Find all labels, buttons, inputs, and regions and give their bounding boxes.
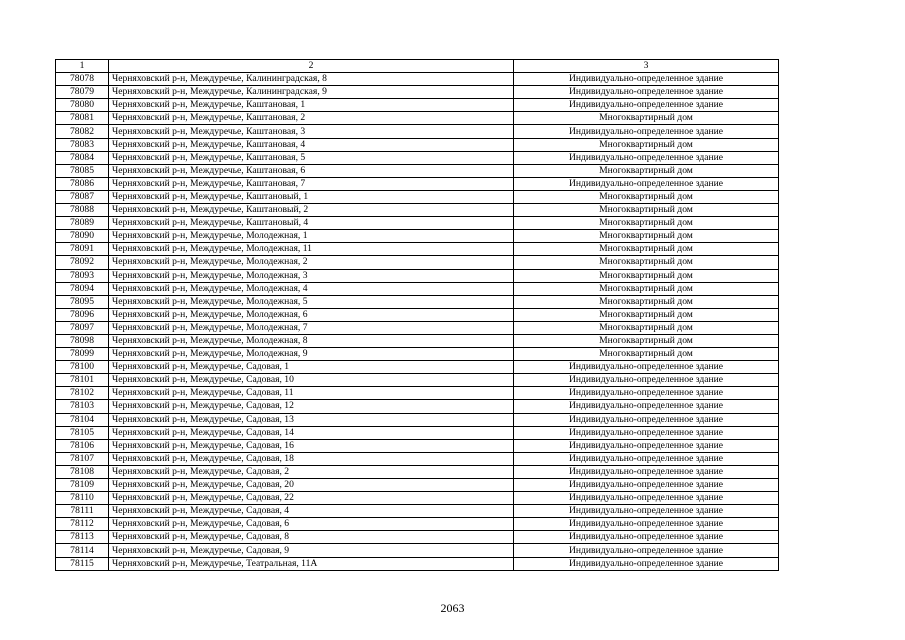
row-address: Черняховский р-н, Междуречье, Молодежная, 8 (109, 334, 514, 347)
row-address: Черняховский р-н, Междуречье, Садовая, 14 (109, 426, 514, 439)
table-row (56, 505, 779, 518)
row-number: 78115 (56, 557, 109, 570)
column-header-address: 2 (109, 60, 514, 73)
row-address: Черняховский р-н, Междуречье, Молодежная, 4 (109, 282, 514, 295)
table-row (56, 217, 779, 230)
row-number: 78105 (56, 426, 109, 439)
row-number: 78100 (56, 361, 109, 374)
row-object-type: Индивидуально-определенное здание (514, 505, 779, 518)
row-number: 78085 (56, 164, 109, 177)
row-address: Черняховский р-н, Междуречье, Молодежная, 9 (109, 348, 514, 361)
row-number: 78081 (56, 112, 109, 125)
table-row (56, 439, 779, 452)
row-number: 78089 (56, 217, 109, 230)
row-number: 78091 (56, 243, 109, 256)
row-number: 78084 (56, 151, 109, 164)
row-address: Черняховский р-н, Междуречье, Каштановая, 5 (109, 151, 514, 164)
row-number: 78088 (56, 204, 109, 217)
row-object-type: Индивидуально-определенное здание (514, 544, 779, 557)
table-row (56, 164, 779, 177)
row-number: 78110 (56, 492, 109, 505)
row-object-type: Многоквартирный дом (514, 334, 779, 347)
row-object-type: Многоквартирный дом (514, 269, 779, 282)
row-object-type: Многоквартирный дом (514, 282, 779, 295)
row-object-type: Индивидуально-определенное здание (514, 465, 779, 478)
table-row (56, 99, 779, 112)
row-number: 78098 (56, 334, 109, 347)
row-object-type: Индивидуально-определенное здание (514, 426, 779, 439)
table-row (56, 190, 779, 203)
row-object-type: Индивидуально-определенное здание (514, 413, 779, 426)
row-address: Черняховский р-н, Междуречье, Каштановая, 3 (109, 125, 514, 138)
row-object-type: Индивидуально-определенное здание (514, 439, 779, 452)
table-row (56, 452, 779, 465)
row-address: Черняховский р-н, Междуречье, Садовая, 4 (109, 505, 514, 518)
row-object-type: Многоквартирный дом (514, 112, 779, 125)
row-number: 78096 (56, 308, 109, 321)
row-address: Черняховский р-н, Междуречье, Садовая, 2 (109, 465, 514, 478)
table-row (56, 400, 779, 413)
row-number: 78111 (56, 505, 109, 518)
row-address: Черняховский р-н, Междуречье, Молодежная, 6 (109, 308, 514, 321)
row-address: Черняховский р-н, Междуречье, Садовая, 8 (109, 531, 514, 544)
row-address: Черняховский р-н, Междуречье, Каштановая, 2 (109, 112, 514, 125)
row-address: Черняховский р-н, Междуречье, Каштановая, 4 (109, 138, 514, 151)
row-address: Черняховский р-н, Междуречье, Садовая, 16 (109, 439, 514, 452)
table-row (56, 334, 779, 347)
page-number: 2063 (440, 601, 465, 615)
row-address: Черняховский р-н, Междуречье, Каштановый, 1 (109, 190, 514, 203)
row-object-type: Многоквартирный дом (514, 295, 779, 308)
row-address: Черняховский р-н, Междуречье, Театральная, 11А (109, 557, 514, 570)
table-row (56, 544, 779, 557)
row-address: Черняховский р-н, Междуречье, Калининградская, 9 (109, 86, 514, 99)
row-address: Черняховский р-н, Междуречье, Садовая, 6 (109, 518, 514, 531)
table-row (56, 518, 779, 531)
table-row (56, 308, 779, 321)
table-row (56, 177, 779, 190)
row-address: Черняховский р-н, Междуречье, Садовая, 10 (109, 374, 514, 387)
row-object-type: Индивидуально-определенное здание (514, 479, 779, 492)
table-row (56, 387, 779, 400)
table-row (56, 230, 779, 243)
row-number: 78097 (56, 321, 109, 334)
row-address: Черняховский р-н, Междуречье, Калининградская, 8 (109, 73, 514, 86)
row-object-type: Индивидуально-определенное здание (514, 387, 779, 400)
table-row (56, 557, 779, 570)
table-row (56, 361, 779, 374)
column-header-number: 1 (56, 60, 109, 73)
table-row (56, 348, 779, 361)
row-object-type: Многоквартирный дом (514, 321, 779, 334)
row-object-type: Многоквартирный дом (514, 308, 779, 321)
row-object-type: Многоквартирный дом (514, 230, 779, 243)
row-address: Черняховский р-н, Междуречье, Молодежная, 5 (109, 295, 514, 308)
header-row (56, 60, 779, 73)
row-object-type: Индивидуально-определенное здание (514, 518, 779, 531)
row-number: 78086 (56, 177, 109, 190)
row-number: 78095 (56, 295, 109, 308)
row-object-type: Многоквартирный дом (514, 164, 779, 177)
row-object-type: Многоквартирный дом (514, 243, 779, 256)
row-number: 78082 (56, 125, 109, 138)
table-row (56, 151, 779, 164)
table-row (56, 125, 779, 138)
row-address: Черняховский р-н, Междуречье, Каштановый, 4 (109, 217, 514, 230)
row-address: Черняховский р-н, Междуречье, Садовая, 9 (109, 544, 514, 557)
row-number: 78099 (56, 348, 109, 361)
table-row (56, 243, 779, 256)
row-object-type: Многоквартирный дом (514, 348, 779, 361)
row-number: 78114 (56, 544, 109, 557)
table-row (56, 426, 779, 439)
row-address: Черняховский р-н, Междуречье, Молодежная, 3 (109, 269, 514, 282)
row-number: 78113 (56, 531, 109, 544)
row-address: Черняховский р-н, Междуречье, Молодежная, 2 (109, 256, 514, 269)
row-number: 78093 (56, 269, 109, 282)
row-address: Черняховский р-н, Междуречье, Садовая, 20 (109, 479, 514, 492)
row-number: 78101 (56, 374, 109, 387)
row-number: 78087 (56, 190, 109, 203)
table-row (56, 413, 779, 426)
row-number: 78102 (56, 387, 109, 400)
table-row (56, 321, 779, 334)
table-row (56, 374, 779, 387)
row-number: 78080 (56, 99, 109, 112)
row-number: 78078 (56, 73, 109, 86)
row-number: 78103 (56, 400, 109, 413)
table-row (56, 112, 779, 125)
row-number: 78104 (56, 413, 109, 426)
row-address: Черняховский р-н, Междуречье, Садовая, 1 (109, 361, 514, 374)
row-number: 78090 (56, 230, 109, 243)
row-object-type: Индивидуально-определенное здание (514, 99, 779, 112)
table-row (56, 86, 779, 99)
row-number: 78108 (56, 465, 109, 478)
row-object-type: Индивидуально-определенное здание (514, 374, 779, 387)
column-header-type: 3 (514, 60, 779, 73)
row-address: Черняховский р-н, Междуречье, Каштановый, 2 (109, 204, 514, 217)
table-row (56, 269, 779, 282)
table-row (56, 465, 779, 478)
row-address: Черняховский р-н, Междуречье, Садовая, 13 (109, 413, 514, 426)
table-row (56, 479, 779, 492)
row-object-type: Индивидуально-определенное здание (514, 452, 779, 465)
table-row (56, 282, 779, 295)
row-number: 78092 (56, 256, 109, 269)
row-object-type: Индивидуально-определенное здание (514, 151, 779, 164)
row-object-type: Многоквартирный дом (514, 217, 779, 230)
row-number: 78109 (56, 479, 109, 492)
row-number: 78112 (56, 518, 109, 531)
row-object-type: Индивидуально-определенное здание (514, 73, 779, 86)
row-address: Черняховский р-н, Междуречье, Каштановая, 1 (109, 99, 514, 112)
row-number: 78083 (56, 138, 109, 151)
row-object-type: Индивидуально-определенное здание (514, 531, 779, 544)
table-row (56, 204, 779, 217)
row-object-type: Индивидуально-определенное здание (514, 86, 779, 99)
row-number: 78106 (56, 439, 109, 452)
row-object-type: Многоквартирный дом (514, 138, 779, 151)
row-number: 78094 (56, 282, 109, 295)
row-object-type: Индивидуально-определенное здание (514, 361, 779, 374)
row-address: Черняховский р-н, Междуречье, Каштановая, 7 (109, 177, 514, 190)
row-number: 78107 (56, 452, 109, 465)
row-address: Черняховский р-н, Междуречье, Молодежная, 1 (109, 230, 514, 243)
table-row (56, 531, 779, 544)
row-object-type: Индивидуально-определенное здание (514, 492, 779, 505)
row-object-type: Многоквартирный дом (514, 256, 779, 269)
row-object-type: Многоквартирный дом (514, 190, 779, 203)
row-object-type: Индивидуально-определенное здание (514, 400, 779, 413)
row-address: Черняховский р-н, Междуречье, Молодежная, 11 (109, 243, 514, 256)
row-address: Черняховский р-н, Междуречье, Садовая, 18 (109, 452, 514, 465)
register-table (55, 59, 779, 571)
row-address: Черняховский р-н, Междуречье, Садовая, 22 (109, 492, 514, 505)
row-address: Черняховский р-н, Междуречье, Садовая, 11 (109, 387, 514, 400)
row-address: Черняховский р-н, Междуречье, Каштановая, 6 (109, 164, 514, 177)
row-object-type: Многоквартирный дом (514, 204, 779, 217)
row-object-type: Индивидуально-определенное здание (514, 177, 779, 190)
row-object-type: Индивидуально-определенное здание (514, 557, 779, 570)
row-address: Черняховский р-н, Междуречье, Молодежная, 7 (109, 321, 514, 334)
table-row (56, 492, 779, 505)
table-row (56, 295, 779, 308)
row-address: Черняховский р-н, Междуречье, Садовая, 12 (109, 400, 514, 413)
table-row (56, 73, 779, 86)
row-object-type: Индивидуально-определенное здание (514, 125, 779, 138)
table-row (56, 256, 779, 269)
row-number: 78079 (56, 86, 109, 99)
table-row (56, 138, 779, 151)
